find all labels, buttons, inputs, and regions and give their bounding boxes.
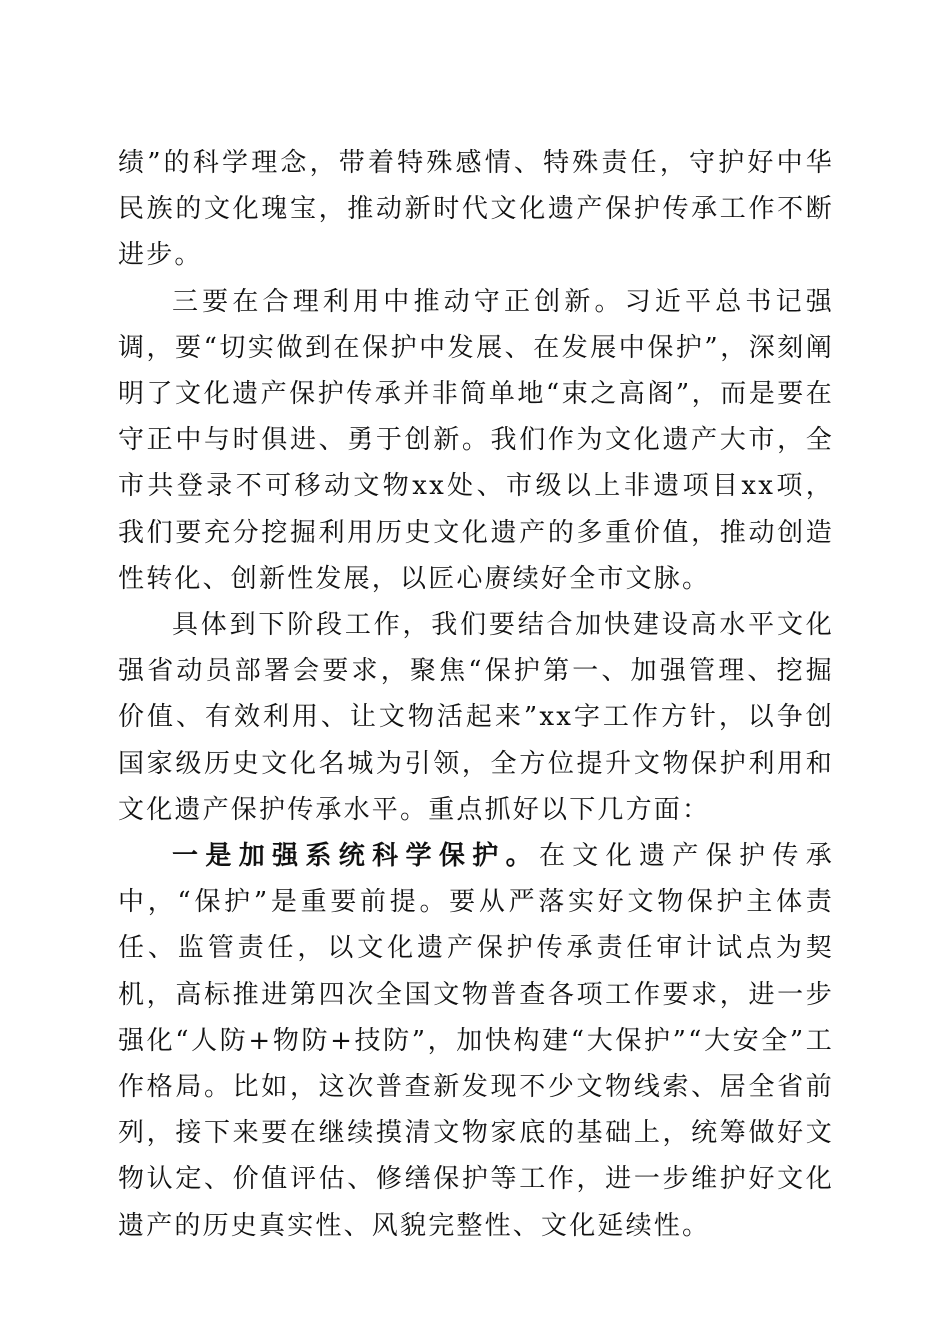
- document-page: [118, 140, 834, 1249]
- paragraph-next-stage-work: [118, 602, 834, 833]
- paragraph-text: 绩”的科学理念，带着特殊感情、特殊责任，守护好中华民族的文化瑰宝，推动新时代文化遗产保护传承工作不断进步。: [118, 148, 834, 271]
- paragraph-text: 在文化遗产保护传承中，“保护”是重要前提。要从严落实好文物保护主体责任、监管责任，以文化遗产保护传承责任审计试点为契机，高标推进第四次全国文物普查各项工作要求，进一步强化“人防+物防+技防”，加快构建“大保护”“大安全”工作格局。比如，这次普查新发现不少文物线索、居全省前列，接下来要在继续摸清文物家底的基础上，统筹做好文物认定、价值评估、修缮保护等工作，进一步维护好文化遗产的历史真实性、风貌完整性、文化延续性。: [118, 841, 834, 1241]
- paragraph-text: 三要在合理利用中推动守正创新。习近平总书记强调，要“切实做到在保护中发展、在发展中保护”，深刻阐明了文化遗产保护传承并非简单地“束之高阁”，而是要在守正中与时俱进、勇于创新。我们作为文化遗产大市，全市共登录不可移动文物xx处、市级以上非遗项目xx项，我们要充分挖掘利用历史文化遗产的多重价值，推动创造性转化、创新性发展，以匠心赓续好全市文脉。: [118, 286, 834, 594]
- paragraph-text: 具体到下阶段工作，我们要结合加快建设高水平文化强省动员部署会要求，聚焦“保护第一、加强管理、挖掘价值、有效利用、让文物活起来”xx字工作方针，以争创国家级历史文化名城为引领，全方位提升文物保护利用和文化遗产保护传承水平。重点抓好以下几方面：: [118, 610, 834, 825]
- paragraph-lead-heading: 一是加强系统科学保护。: [172, 841, 539, 872]
- paragraph-third-point: [118, 279, 834, 602]
- paragraph-continuation: [118, 140, 834, 279]
- paragraph-first-measure: [118, 833, 834, 1249]
